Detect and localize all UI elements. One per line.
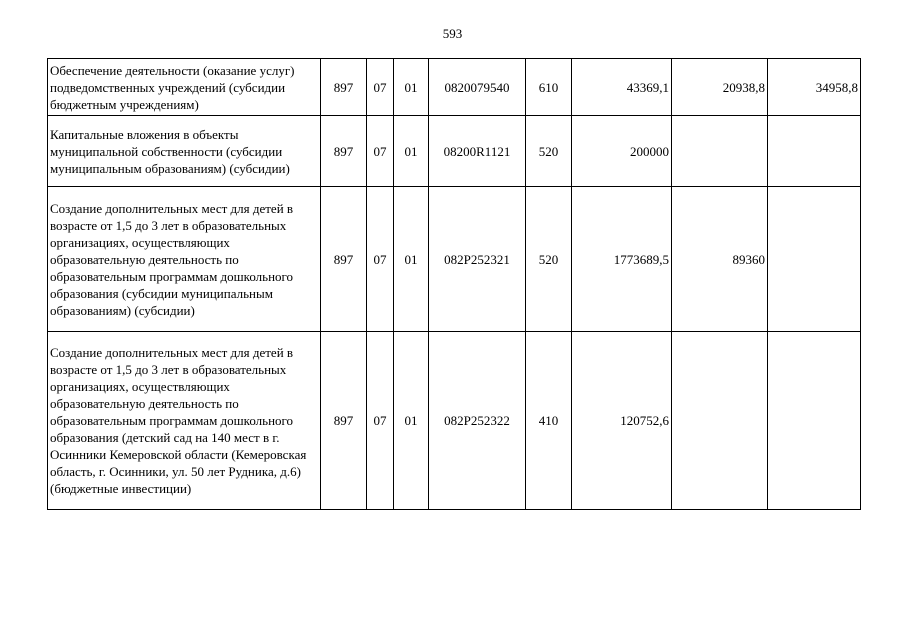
row-name: Создание дополнительных мест для детей в возрасте от 1,5 до 3 лет в образовательных организациях, осуществляющих образовательную деятельность по образовательным программам дошкольного образования (детский сад на 140 мест в г. Осинники Кемеровской области (Кемеровская область, г. Осинники, ул. 50 лет Рудника, д.6) (бюджетные инвестиции)	[48, 332, 321, 510]
target-article-code: 0820079540	[429, 59, 526, 116]
table-row	[48, 116, 861, 187]
amount-2	[672, 116, 768, 187]
table-row	[48, 187, 861, 332]
subsection-code: 01	[394, 116, 429, 187]
ministry-code: 897	[321, 59, 367, 116]
target-article-code: 08200R1121	[429, 116, 526, 187]
amount-2: 89360	[672, 187, 768, 332]
amount-3: 34958,8	[768, 59, 861, 116]
amount-2	[672, 332, 768, 510]
amount-1: 43369,1	[572, 59, 672, 116]
section-code: 07	[367, 187, 394, 332]
budget-table	[47, 58, 861, 510]
ministry-code: 897	[321, 332, 367, 510]
table-row	[48, 332, 861, 510]
amount-2: 20938,8	[672, 59, 768, 116]
row-name: Обеспечение деятельности (оказание услуг) подведомственных учреждений (субсидии бюджетным учреждениям)	[48, 59, 321, 116]
ministry-code: 897	[321, 116, 367, 187]
amount-3	[768, 116, 861, 187]
table-row	[48, 59, 861, 116]
target-article-code: 082P252321	[429, 187, 526, 332]
subsection-code: 01	[394, 187, 429, 332]
amount-1: 120752,6	[572, 332, 672, 510]
expense-type-code: 520	[526, 116, 572, 187]
subsection-code: 01	[394, 59, 429, 116]
amount-1: 200000	[572, 116, 672, 187]
subsection-code: 01	[394, 332, 429, 510]
section-code: 07	[367, 116, 394, 187]
expense-type-code: 410	[526, 332, 572, 510]
page-number: 593	[442, 26, 463, 41]
section-code: 07	[367, 59, 394, 116]
row-name: Капитальные вложения в объекты муниципальной собственности (субсидии муниципальным образованиям) (субсидии)	[48, 116, 321, 187]
expense-type-code: 520	[526, 187, 572, 332]
ministry-code: 897	[321, 187, 367, 332]
amount-3	[768, 332, 861, 510]
amount-3	[768, 187, 861, 332]
expense-type-code: 610	[526, 59, 572, 116]
row-name: Создание дополнительных мест для детей в возрасте от 1,5 до 3 лет в образовательных организациях, осуществляющих образовательную деятельность по образовательным программам дошкольного образования (субсидии муниципальным образованиям) (субсидии)	[48, 187, 321, 332]
amount-1: 1773689,5	[572, 187, 672, 332]
target-article-code: 082P252322	[429, 332, 526, 510]
section-code: 07	[367, 332, 394, 510]
